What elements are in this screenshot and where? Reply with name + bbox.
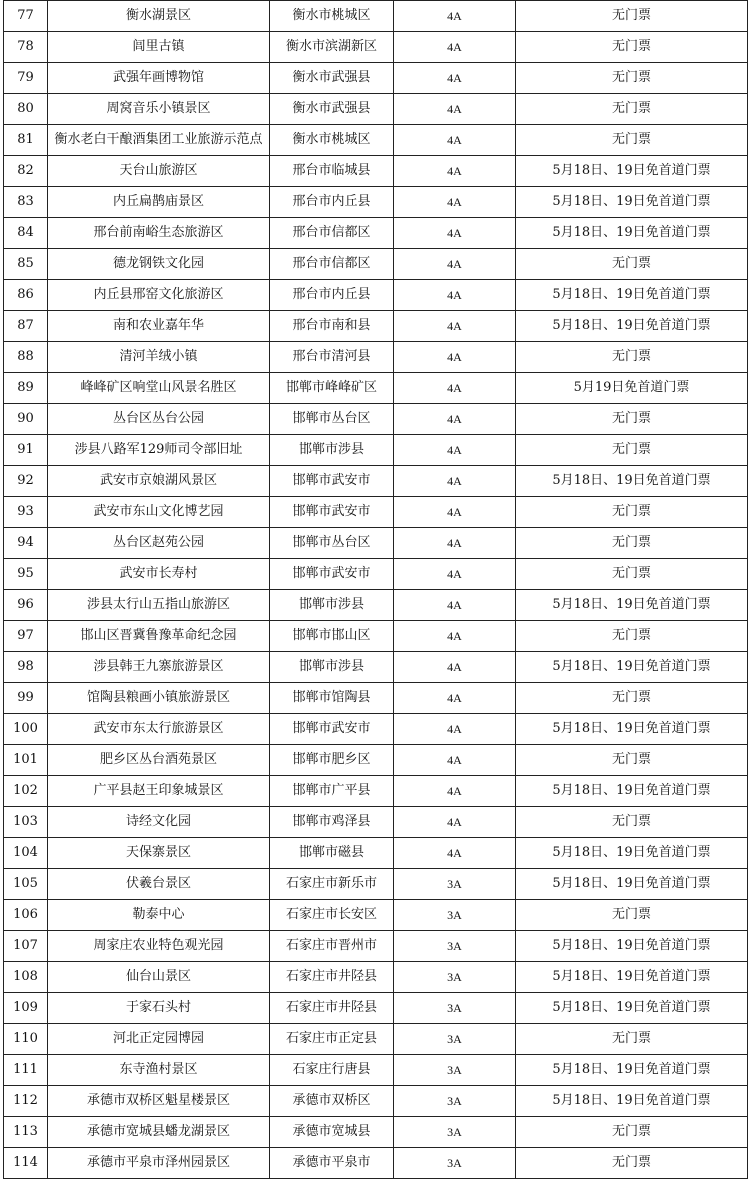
table-row xyxy=(4,1148,748,1179)
table-row xyxy=(4,621,748,652)
location-cell: 衡水市滨湖新区 xyxy=(270,32,394,63)
scenic-spot-name-cell: 肥乡区丛台酒苑景区 xyxy=(48,745,270,776)
ticket-policy-cell: 5月18日、19日免首道门票 xyxy=(516,1086,748,1117)
table-row xyxy=(4,683,748,714)
table-row xyxy=(4,1055,748,1086)
scenic-spot-name-cell: 德龙钢铁文化园 xyxy=(48,249,270,280)
location-cell: 石家庄市晋州市 xyxy=(270,931,394,962)
table-row xyxy=(4,1086,748,1117)
ticket-policy-cell: 无门票 xyxy=(516,683,748,714)
location-cell: 石家庄市井陉县 xyxy=(270,993,394,1024)
row-number-cell: 87 xyxy=(4,311,48,342)
location-cell: 邯郸市武安市 xyxy=(270,497,394,528)
scenic-spot-name-cell: 周窝音乐小镇景区 xyxy=(48,94,270,125)
scenic-spot-name-cell: 衡水老白干酿酒集团工业旅游示范点 xyxy=(48,125,270,156)
table-row xyxy=(4,497,748,528)
grade-cell: 3A xyxy=(394,1086,516,1117)
row-number-cell: 90 xyxy=(4,404,48,435)
grade-cell: 4A xyxy=(394,497,516,528)
scenic-spot-name-cell: 武安市京娘湖风景区 xyxy=(48,466,270,497)
ticket-policy-cell: 5月18日、19日免首道门票 xyxy=(516,187,748,218)
grade-cell: 4A xyxy=(394,683,516,714)
location-cell: 邯郸市鸡泽县 xyxy=(270,807,394,838)
location-cell: 邢台市内丘县 xyxy=(270,280,394,311)
row-number-cell: 98 xyxy=(4,652,48,683)
grade-cell: 3A xyxy=(394,1024,516,1055)
location-cell: 邢台市信都区 xyxy=(270,249,394,280)
grade-cell: 4A xyxy=(394,404,516,435)
location-cell: 承德市平泉市 xyxy=(270,1148,394,1179)
grade-cell: 4A xyxy=(394,652,516,683)
scenic-spot-name-cell: 天保寨景区 xyxy=(48,838,270,869)
ticket-policy-cell: 无门票 xyxy=(516,1148,748,1179)
grade-cell: 3A xyxy=(394,1117,516,1148)
grade-cell: 4A xyxy=(394,466,516,497)
ticket-policy-cell: 无门票 xyxy=(516,63,748,94)
table-row xyxy=(4,838,748,869)
table-body xyxy=(4,1,748,1179)
row-number-cell: 114 xyxy=(4,1148,48,1179)
row-number-cell: 100 xyxy=(4,714,48,745)
ticket-policy-cell: 无门票 xyxy=(516,125,748,156)
ticket-policy-cell: 无门票 xyxy=(516,1117,748,1148)
grade-cell: 4A xyxy=(394,280,516,311)
table-row xyxy=(4,1024,748,1055)
row-number-cell: 92 xyxy=(4,466,48,497)
scenic-spot-name-cell: 武安市东太行旅游景区 xyxy=(48,714,270,745)
location-cell: 邢台市南和县 xyxy=(270,311,394,342)
location-cell: 邯郸市武安市 xyxy=(270,714,394,745)
grade-cell: 4A xyxy=(394,125,516,156)
row-number-cell: 91 xyxy=(4,435,48,466)
grade-cell: 4A xyxy=(394,32,516,63)
table-row xyxy=(4,435,748,466)
location-cell: 邯郸市馆陶县 xyxy=(270,683,394,714)
location-cell: 衡水市武强县 xyxy=(270,63,394,94)
scenic-spot-name-cell: 清河羊绒小镇 xyxy=(48,342,270,373)
table-row xyxy=(4,94,748,125)
row-number-cell: 89 xyxy=(4,373,48,404)
scenic-spot-name-cell: 天台山旅游区 xyxy=(48,156,270,187)
row-number-cell: 110 xyxy=(4,1024,48,1055)
scenic-spot-name-cell: 内丘县邢窑文化旅游区 xyxy=(48,280,270,311)
grade-cell: 4A xyxy=(394,559,516,590)
ticket-policy-cell: 无门票 xyxy=(516,1024,748,1055)
table-row xyxy=(4,559,748,590)
grade-cell: 4A xyxy=(394,621,516,652)
location-cell: 承德市宽城县 xyxy=(270,1117,394,1148)
row-number-cell: 95 xyxy=(4,559,48,590)
row-number-cell: 86 xyxy=(4,280,48,311)
ticket-policy-cell: 无门票 xyxy=(516,32,748,63)
row-number-cell: 82 xyxy=(4,156,48,187)
table-row xyxy=(4,590,748,621)
location-cell: 石家庄市正定县 xyxy=(270,1024,394,1055)
table-row xyxy=(4,218,748,249)
scenic-spot-name-cell: 武强年画博物馆 xyxy=(48,63,270,94)
row-number-cell: 77 xyxy=(4,1,48,32)
location-cell: 衡水市武强县 xyxy=(270,94,394,125)
location-cell: 石家庄行唐县 xyxy=(270,1055,394,1086)
grade-cell: 4A xyxy=(394,590,516,621)
table-row xyxy=(4,466,748,497)
scenic-spot-name-cell: 承德市双桥区魁星楼景区 xyxy=(48,1086,270,1117)
grade-cell: 4A xyxy=(394,187,516,218)
ticket-policy-cell: 无门票 xyxy=(516,435,748,466)
scenic-spot-name-cell: 武安市长寿村 xyxy=(48,559,270,590)
ticket-policy-cell: 无门票 xyxy=(516,94,748,125)
scenic-spot-name-cell: 承德市平泉市泽州园景区 xyxy=(48,1148,270,1179)
scenic-spot-name-cell: 河北正定园博园 xyxy=(48,1024,270,1055)
row-number-cell: 84 xyxy=(4,218,48,249)
table-row xyxy=(4,63,748,94)
scenic-spot-name-cell: 邯山区晋冀鲁豫革命纪念园 xyxy=(48,621,270,652)
row-number-cell: 78 xyxy=(4,32,48,63)
grade-cell: 4A xyxy=(394,311,516,342)
grade-cell: 3A xyxy=(394,900,516,931)
location-cell: 邯郸市丛台区 xyxy=(270,404,394,435)
grade-cell: 4A xyxy=(394,373,516,404)
scenic-spot-name-cell: 丛台区丛台公园 xyxy=(48,404,270,435)
row-number-cell: 85 xyxy=(4,249,48,280)
row-number-cell: 83 xyxy=(4,187,48,218)
ticket-policy-cell: 5月18日、19日免首道门票 xyxy=(516,962,748,993)
grade-cell: 4A xyxy=(394,249,516,280)
grade-cell: 4A xyxy=(394,528,516,559)
grade-cell: 4A xyxy=(394,63,516,94)
ticket-policy-cell: 无门票 xyxy=(516,745,748,776)
location-cell: 石家庄市井陉县 xyxy=(270,962,394,993)
ticket-policy-cell: 无门票 xyxy=(516,342,748,373)
grade-cell: 3A xyxy=(394,869,516,900)
row-number-cell: 107 xyxy=(4,931,48,962)
grade-cell: 3A xyxy=(394,1148,516,1179)
scenic-spot-name-cell: 勒泰中心 xyxy=(48,900,270,931)
row-number-cell: 79 xyxy=(4,63,48,94)
scenic-spot-name-cell: 广平县赵王印象城景区 xyxy=(48,776,270,807)
table-row xyxy=(4,714,748,745)
location-cell: 邯郸市广平县 xyxy=(270,776,394,807)
scenic-spot-table xyxy=(3,0,748,1179)
ticket-policy-cell: 无门票 xyxy=(516,621,748,652)
location-cell: 石家庄市新乐市 xyxy=(270,869,394,900)
location-cell: 邢台市清河县 xyxy=(270,342,394,373)
table-row xyxy=(4,125,748,156)
grade-cell: 3A xyxy=(394,962,516,993)
row-number-cell: 99 xyxy=(4,683,48,714)
table-row xyxy=(4,342,748,373)
location-cell: 邯郸市武安市 xyxy=(270,559,394,590)
ticket-policy-cell: 无门票 xyxy=(516,559,748,590)
row-number-cell: 102 xyxy=(4,776,48,807)
row-number-cell: 93 xyxy=(4,497,48,528)
table-row xyxy=(4,869,748,900)
ticket-policy-cell: 无门票 xyxy=(516,497,748,528)
ticket-policy-cell: 5月18日、19日免首道门票 xyxy=(516,869,748,900)
location-cell: 邯郸市肥乡区 xyxy=(270,745,394,776)
scenic-spot-name-cell: 仙台山景区 xyxy=(48,962,270,993)
scenic-spot-name-cell: 涉县太行山五指山旅游区 xyxy=(48,590,270,621)
ticket-policy-cell: 5月18日、19日免首道门票 xyxy=(516,218,748,249)
scenic-spot-name-cell: 于家石头村 xyxy=(48,993,270,1024)
scenic-spot-name-cell: 东寺渔村景区 xyxy=(48,1055,270,1086)
grade-cell: 3A xyxy=(394,931,516,962)
location-cell: 邯郸市武安市 xyxy=(270,466,394,497)
scenic-spot-name-cell: 内丘扁鹊庙景区 xyxy=(48,187,270,218)
ticket-policy-cell: 5月18日、19日免首道门票 xyxy=(516,931,748,962)
scenic-spot-name-cell: 衡水湖景区 xyxy=(48,1,270,32)
scenic-spot-name-cell: 丛台区赵苑公园 xyxy=(48,528,270,559)
location-cell: 邯郸市涉县 xyxy=(270,590,394,621)
table-row xyxy=(4,373,748,404)
ticket-policy-cell: 5月18日、19日免首道门票 xyxy=(516,714,748,745)
ticket-policy-cell: 5月19日免首道门票 xyxy=(516,373,748,404)
row-number-cell: 96 xyxy=(4,590,48,621)
ticket-policy-cell: 5月18日、19日免首道门票 xyxy=(516,156,748,187)
ticket-policy-cell: 无门票 xyxy=(516,900,748,931)
scenic-spot-name-cell: 馆陶县粮画小镇旅游景区 xyxy=(48,683,270,714)
table-row xyxy=(4,807,748,838)
scenic-spot-name-cell: 涉县韩王九寨旅游景区 xyxy=(48,652,270,683)
location-cell: 石家庄市长安区 xyxy=(270,900,394,931)
grade-cell: 4A xyxy=(394,838,516,869)
table-row xyxy=(4,993,748,1024)
row-number-cell: 97 xyxy=(4,621,48,652)
ticket-policy-cell: 5月18日、19日免首道门票 xyxy=(516,838,748,869)
table-row xyxy=(4,404,748,435)
scenic-spot-name-cell: 承德市宽城县蟠龙湖景区 xyxy=(48,1117,270,1148)
ticket-policy-cell: 5月18日、19日免首道门票 xyxy=(516,1055,748,1086)
grade-cell: 4A xyxy=(394,435,516,466)
row-number-cell: 103 xyxy=(4,807,48,838)
row-number-cell: 80 xyxy=(4,94,48,125)
table-row xyxy=(4,652,748,683)
scenic-spot-name-cell: 伏羲台景区 xyxy=(48,869,270,900)
location-cell: 衡水市桃城区 xyxy=(270,1,394,32)
table-row xyxy=(4,900,748,931)
table-row xyxy=(4,311,748,342)
ticket-policy-cell: 5月18日、19日免首道门票 xyxy=(516,590,748,621)
table-row xyxy=(4,187,748,218)
location-cell: 邢台市信都区 xyxy=(270,218,394,249)
table-row xyxy=(4,931,748,962)
grade-cell: 4A xyxy=(394,218,516,249)
location-cell: 邯郸市涉县 xyxy=(270,652,394,683)
table-row xyxy=(4,249,748,280)
row-number-cell: 101 xyxy=(4,745,48,776)
ticket-policy-cell: 5月18日、19日免首道门票 xyxy=(516,280,748,311)
table-row xyxy=(4,280,748,311)
scenic-spot-name-cell: 邢台前南峪生态旅游区 xyxy=(48,218,270,249)
grade-cell: 4A xyxy=(394,714,516,745)
location-cell: 邯郸市峰峰矿区 xyxy=(270,373,394,404)
ticket-policy-cell: 无门票 xyxy=(516,404,748,435)
row-number-cell: 106 xyxy=(4,900,48,931)
scenic-spot-name-cell: 峰峰矿区响堂山风景名胜区 xyxy=(48,373,270,404)
row-number-cell: 88 xyxy=(4,342,48,373)
grade-cell: 3A xyxy=(394,1055,516,1086)
table-row xyxy=(4,528,748,559)
row-number-cell: 104 xyxy=(4,838,48,869)
location-cell: 邢台市内丘县 xyxy=(270,187,394,218)
scenic-spot-name-cell: 南和农业嘉年华 xyxy=(48,311,270,342)
row-number-cell: 113 xyxy=(4,1117,48,1148)
table-row xyxy=(4,32,748,63)
grade-cell: 4A xyxy=(394,807,516,838)
location-cell: 邯郸市邯山区 xyxy=(270,621,394,652)
row-number-cell: 81 xyxy=(4,125,48,156)
ticket-policy-cell: 5月18日、19日免首道门票 xyxy=(516,652,748,683)
location-cell: 邯郸市丛台区 xyxy=(270,528,394,559)
table-row xyxy=(4,1117,748,1148)
ticket-policy-cell: 无门票 xyxy=(516,528,748,559)
row-number-cell: 108 xyxy=(4,962,48,993)
grade-cell: 4A xyxy=(394,156,516,187)
row-number-cell: 109 xyxy=(4,993,48,1024)
row-number-cell: 112 xyxy=(4,1086,48,1117)
scenic-spot-name-cell: 闾里古镇 xyxy=(48,32,270,63)
table-row xyxy=(4,962,748,993)
grade-cell: 4A xyxy=(394,1,516,32)
scenic-spot-name-cell: 周家庄农业特色观光园 xyxy=(48,931,270,962)
grade-cell: 4A xyxy=(394,342,516,373)
grade-cell: 3A xyxy=(394,993,516,1024)
location-cell: 邯郸市涉县 xyxy=(270,435,394,466)
row-number-cell: 111 xyxy=(4,1055,48,1086)
grade-cell: 4A xyxy=(394,745,516,776)
location-cell: 邢台市临城县 xyxy=(270,156,394,187)
row-number-cell: 94 xyxy=(4,528,48,559)
table-row xyxy=(4,1,748,32)
scenic-spot-name-cell: 诗经文化园 xyxy=(48,807,270,838)
table-row xyxy=(4,745,748,776)
location-cell: 承德市双桥区 xyxy=(270,1086,394,1117)
ticket-policy-cell: 5月18日、19日免首道门票 xyxy=(516,993,748,1024)
scenic-spot-name-cell: 涉县八路军129师司令部旧址 xyxy=(48,435,270,466)
scenic-spot-name-cell: 武安市东山文化博艺园 xyxy=(48,497,270,528)
ticket-policy-cell: 5月18日、19日免首道门票 xyxy=(516,311,748,342)
ticket-policy-cell: 无门票 xyxy=(516,249,748,280)
location-cell: 衡水市桃城区 xyxy=(270,125,394,156)
grade-cell: 4A xyxy=(394,94,516,125)
location-cell: 邯郸市磁县 xyxy=(270,838,394,869)
row-number-cell: 105 xyxy=(4,869,48,900)
ticket-policy-cell: 无门票 xyxy=(516,807,748,838)
table-row xyxy=(4,156,748,187)
ticket-policy-cell: 5月18日、19日免首道门票 xyxy=(516,466,748,497)
ticket-policy-cell: 无门票 xyxy=(516,1,748,32)
table-row xyxy=(4,776,748,807)
grade-cell: 4A xyxy=(394,776,516,807)
ticket-policy-cell: 5月18日、19日免首道门票 xyxy=(516,776,748,807)
